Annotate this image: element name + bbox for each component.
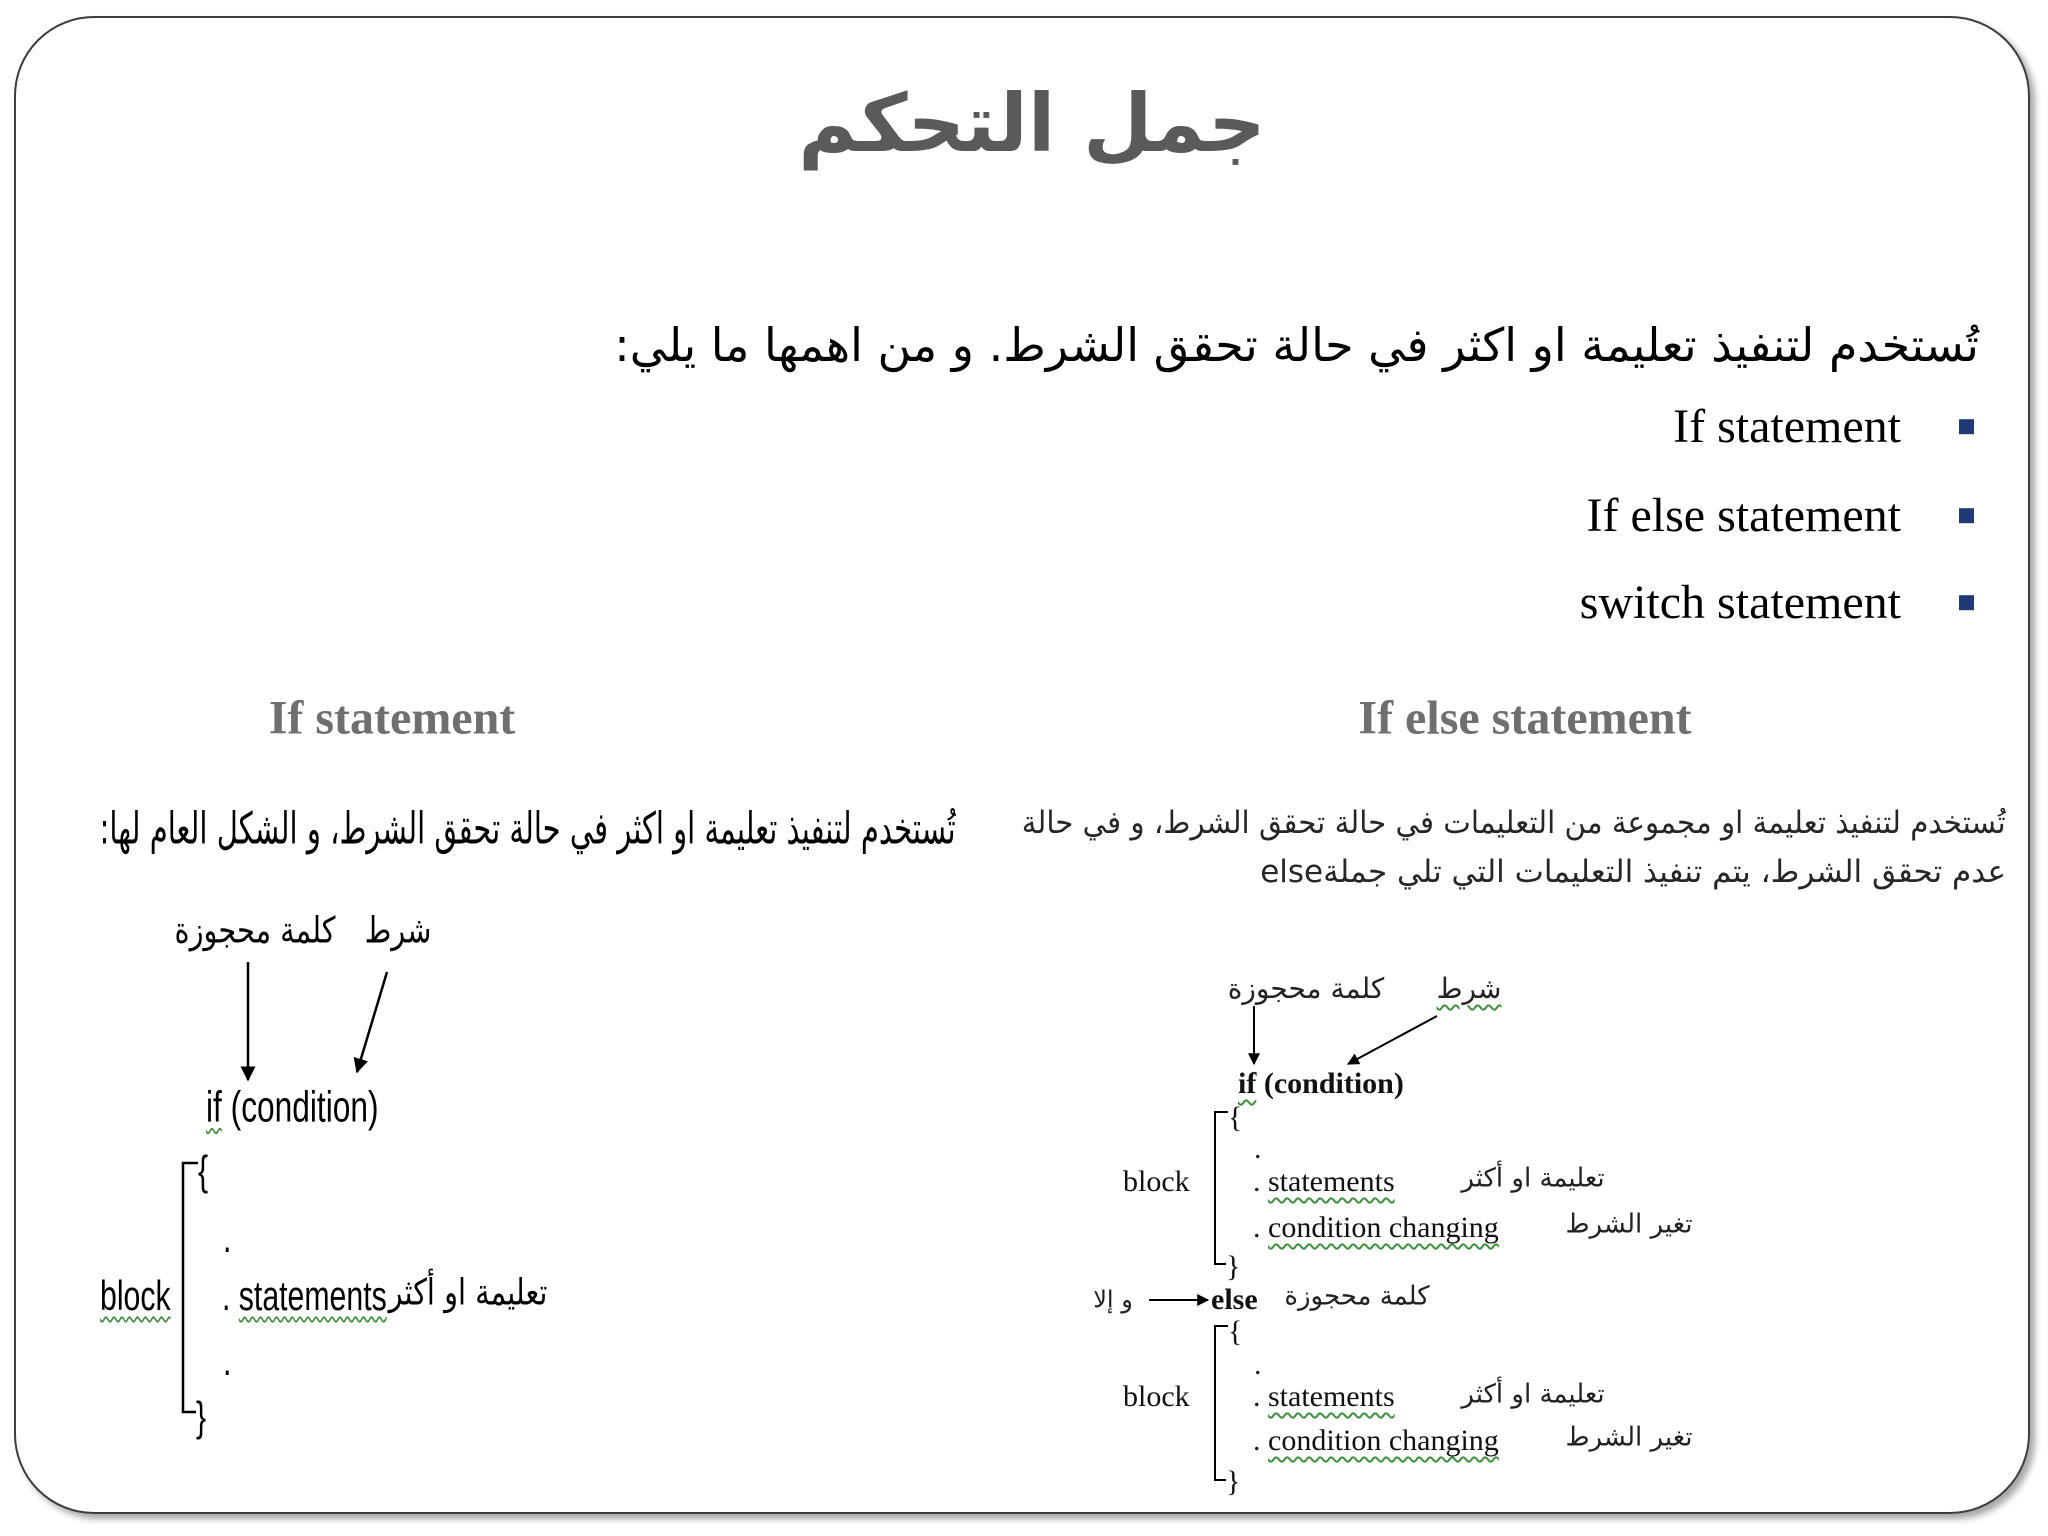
- else-keyword-label: كلمة محجوزة: [1284, 1281, 1430, 1312]
- block-label: block: [100, 1271, 171, 1319]
- bullet-item-if-else: [1586, 487, 1974, 545]
- statements-line: [1253, 1164, 1395, 1200]
- if-else-description-text: تُستخدم لتنفيذ تعليمة او مجموعة من التعليمات في حالة تحقق الشرط، و في حالة: [1021, 804, 2006, 841]
- if-else-condition-label: شرط: [1436, 972, 1502, 1006]
- if-condition-label: شرط: [364, 910, 432, 952]
- condition-changing-text: condition changing: [1268, 1424, 1499, 1457]
- bullet-label: If else statement: [1586, 489, 1901, 543]
- condition-changing-text: condition changing: [1268, 1211, 1499, 1244]
- bullet-label: If statement: [1673, 400, 1901, 454]
- statements-text: statements: [238, 1271, 387, 1319]
- bullet-item-if: [1673, 398, 1974, 456]
- if-keyword: if: [206, 1082, 222, 1132]
- condition-changing-note: تغير الشرط: [1565, 1422, 1693, 1453]
- close-brace: }: [196, 1392, 207, 1440]
- condition-changing-line: [1253, 1423, 1499, 1459]
- statements-dot: .: [1253, 1165, 1261, 1198]
- if-keyword: if: [1238, 1067, 1257, 1100]
- statements-line: [222, 1271, 387, 1321]
- bullet-item-switch: [1580, 574, 1974, 632]
- block-dot: .: [1254, 1132, 1262, 1165]
- else-note: و إلا: [1093, 1285, 1133, 1314]
- if-else-keyword-label: كلمة محجوزة: [1227, 972, 1385, 1006]
- statements-text: statements: [1268, 1165, 1395, 1198]
- open-brace: {: [1228, 1315, 1243, 1348]
- bullet-square-icon: [1959, 509, 1974, 524]
- statements-note: تعليمة او أكثر: [388, 1272, 548, 1314]
- block-dot: .: [1254, 1348, 1262, 1381]
- statements-note: تعليمة او أكثر: [1461, 1379, 1605, 1410]
- open-brace: {: [1228, 1101, 1243, 1134]
- if-statement-heading: If statement: [268, 691, 516, 745]
- statements-text: statements: [1268, 1380, 1395, 1413]
- statements-dot: .: [222, 1271, 231, 1319]
- bullet-label: switch statement: [1579, 576, 1901, 630]
- if-statement-description-text: تُستخدم لتنفيذ تعليمة او اكثر في حالة تحقق الشرط، و الشكل العام لها:: [99, 803, 956, 855]
- if-else-syntax: [1238, 1066, 1404, 1102]
- statements-line: [1253, 1379, 1395, 1415]
- intro-paragraph: [79, 316, 1979, 376]
- bullet-square-icon: [1959, 596, 1974, 611]
- changing-dot: .: [1253, 1211, 1261, 1244]
- if-else-description-line-2: [1022, 852, 2006, 892]
- close-brace: }: [1226, 1465, 1241, 1498]
- block-label: block: [1123, 1380, 1190, 1413]
- slide-title: جمل التحكم: [798, 77, 1266, 170]
- if-keyword-label: كلمة محجوزة: [174, 910, 336, 952]
- if-else-description-text: عدم تحقق الشرط، يتم تنفيذ التعليمات التي تلي جملةelse: [1260, 853, 2006, 890]
- if-else-statement-heading: If else statement: [1358, 691, 1692, 745]
- if-else-description-line-1: [1022, 803, 2006, 843]
- condition-text: (condition): [1263, 1067, 1404, 1100]
- if-statement-description: [100, 800, 956, 857]
- statements-note: تعليمة او أكثر: [1461, 1163, 1605, 1194]
- open-brace: {: [198, 1146, 209, 1194]
- changing-dot: .: [1253, 1424, 1261, 1457]
- statements-dot: .: [1253, 1380, 1261, 1413]
- bullet-square-icon: [1959, 420, 1974, 435]
- block-dot: .: [223, 1213, 232, 1261]
- block-dot: .: [223, 1336, 232, 1384]
- condition-changing-line: [1253, 1210, 1499, 1246]
- else-keyword: else: [1211, 1283, 1258, 1316]
- if-syntax: [206, 1082, 379, 1135]
- block-label: block: [1123, 1165, 1190, 1198]
- close-brace: }: [1226, 1250, 1241, 1283]
- condition-changing-note: تغير الشرط: [1565, 1209, 1693, 1240]
- condition-text: (condition): [230, 1082, 379, 1132]
- intro-text: تُستخدم لتنفيذ تعليمة او اكثر في حالة تحقق الشرط. و من اهمها ما يلي:: [614, 318, 1979, 373]
